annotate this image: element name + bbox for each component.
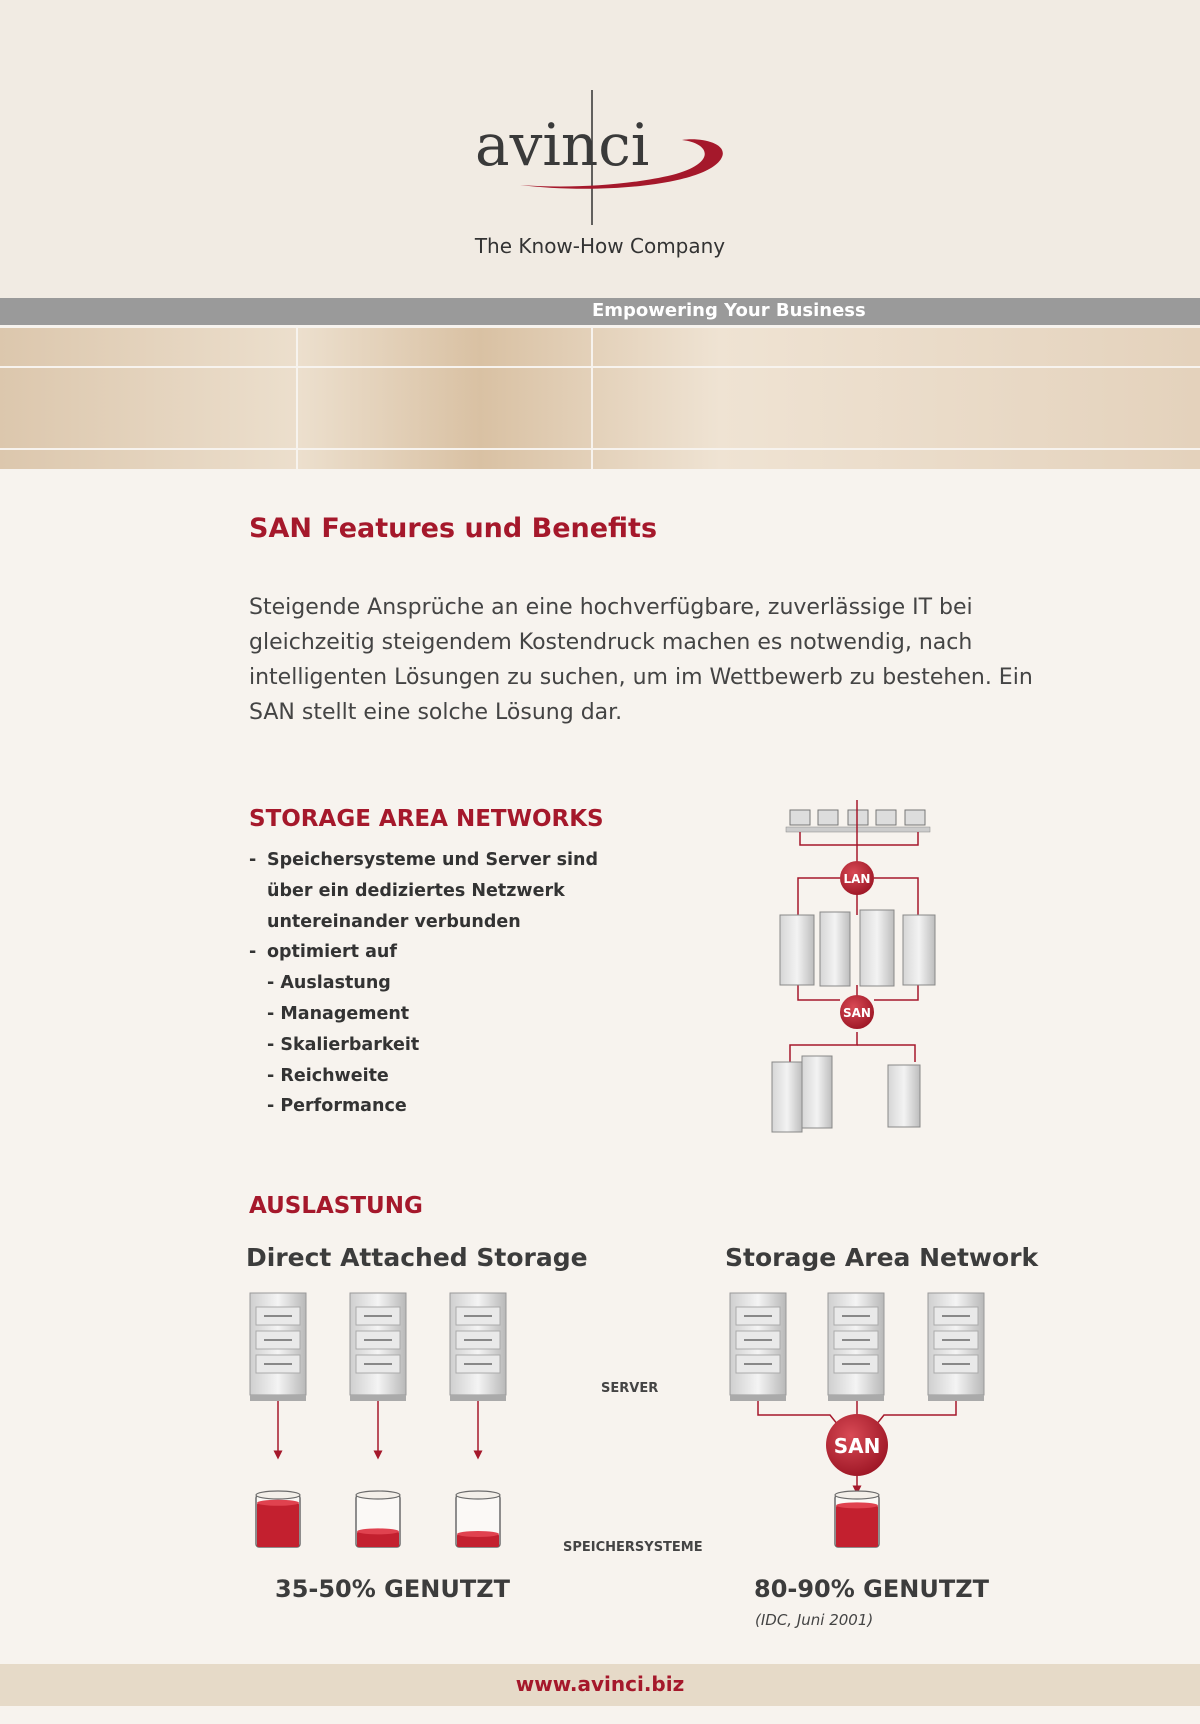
san-label: SAN — [843, 1006, 871, 1020]
bullet-dash: - — [249, 850, 257, 870]
bullet-dash: - — [249, 942, 257, 962]
san-title: Storage Area Network — [725, 1243, 1039, 1272]
server-icons — [780, 910, 935, 986]
source-note: (IDC, Juni 2001) — [755, 1611, 874, 1629]
das-storage-tank — [256, 1491, 300, 1547]
intro-paragraph: Steigende Ansprüche an eine hochverfügbare, zuverlässige IT bei gleichzeitig steigendem Kostendruck machen es notwendig, nach intelligenten Lösungen zu suchen, um im Wettbewerb zu bestehen. Ein SAN stellt eine solche Lösung dar. — [249, 595, 1033, 725]
san-link — [758, 1401, 838, 1425]
sub-bullet: - Performance — [267, 1096, 407, 1116]
lan-label: LAN — [843, 872, 871, 886]
banner-divider — [0, 448, 1200, 450]
san-storage-tank — [835, 1491, 879, 1547]
bullet-line: untereinander verbunden — [267, 912, 521, 932]
sub-bullet: - Reichweite — [267, 1066, 389, 1086]
page-title: SAN Features und Benefits — [249, 513, 658, 544]
san-server-icon — [928, 1293, 984, 1401]
san-result: 80-90% GENUTZT — [754, 1575, 989, 1603]
das-server-icon — [350, 1293, 406, 1401]
storage-label: SPEICHERSYSTEME — [563, 1540, 703, 1555]
das-storage-tank — [356, 1491, 400, 1547]
san-link — [876, 1401, 956, 1425]
sub-bullet: - Auslastung — [267, 973, 391, 993]
das-server-icon — [250, 1293, 306, 1401]
footer-url-link[interactable]: www.avinci.biz — [515, 1672, 685, 1696]
das-server-icon — [450, 1293, 506, 1401]
tagline: The Know-How Company — [474, 234, 726, 258]
san-server-icon — [828, 1293, 884, 1401]
das-result: 35-50% GENUTZT — [275, 1575, 510, 1603]
avinci-logo — [460, 85, 740, 230]
server-label: SERVER — [601, 1381, 659, 1396]
bullet-line: optimiert auf — [267, 942, 397, 962]
san-network-diagram — [760, 800, 960, 1140]
section-heading-san: STORAGE AREA NETWORKS — [249, 806, 604, 832]
banner-divider — [0, 366, 1200, 368]
storage-icons — [772, 1056, 920, 1132]
utilization-diagram — [230, 1285, 1010, 1565]
san-server-icon — [730, 1293, 786, 1401]
workstation-icons — [786, 810, 930, 832]
logo-wordmark: avinci — [475, 111, 650, 179]
san-hub-label: SAN — [833, 1434, 881, 1458]
section-heading-auslastung: AUSLASTUNG — [249, 1193, 423, 1219]
sub-bullet: - Management — [267, 1004, 410, 1024]
bullet-line: Speichersysteme und Server sind — [267, 850, 599, 870]
das-title: Direct Attached Storage — [246, 1243, 588, 1272]
das-storage-tank — [456, 1491, 500, 1547]
bullet-line: über ein dediziertes Netzwerk — [267, 881, 565, 901]
slogan-text: Empowering Your Business — [592, 300, 866, 321]
sub-bullet: - Skalierbarkeit — [267, 1035, 420, 1055]
